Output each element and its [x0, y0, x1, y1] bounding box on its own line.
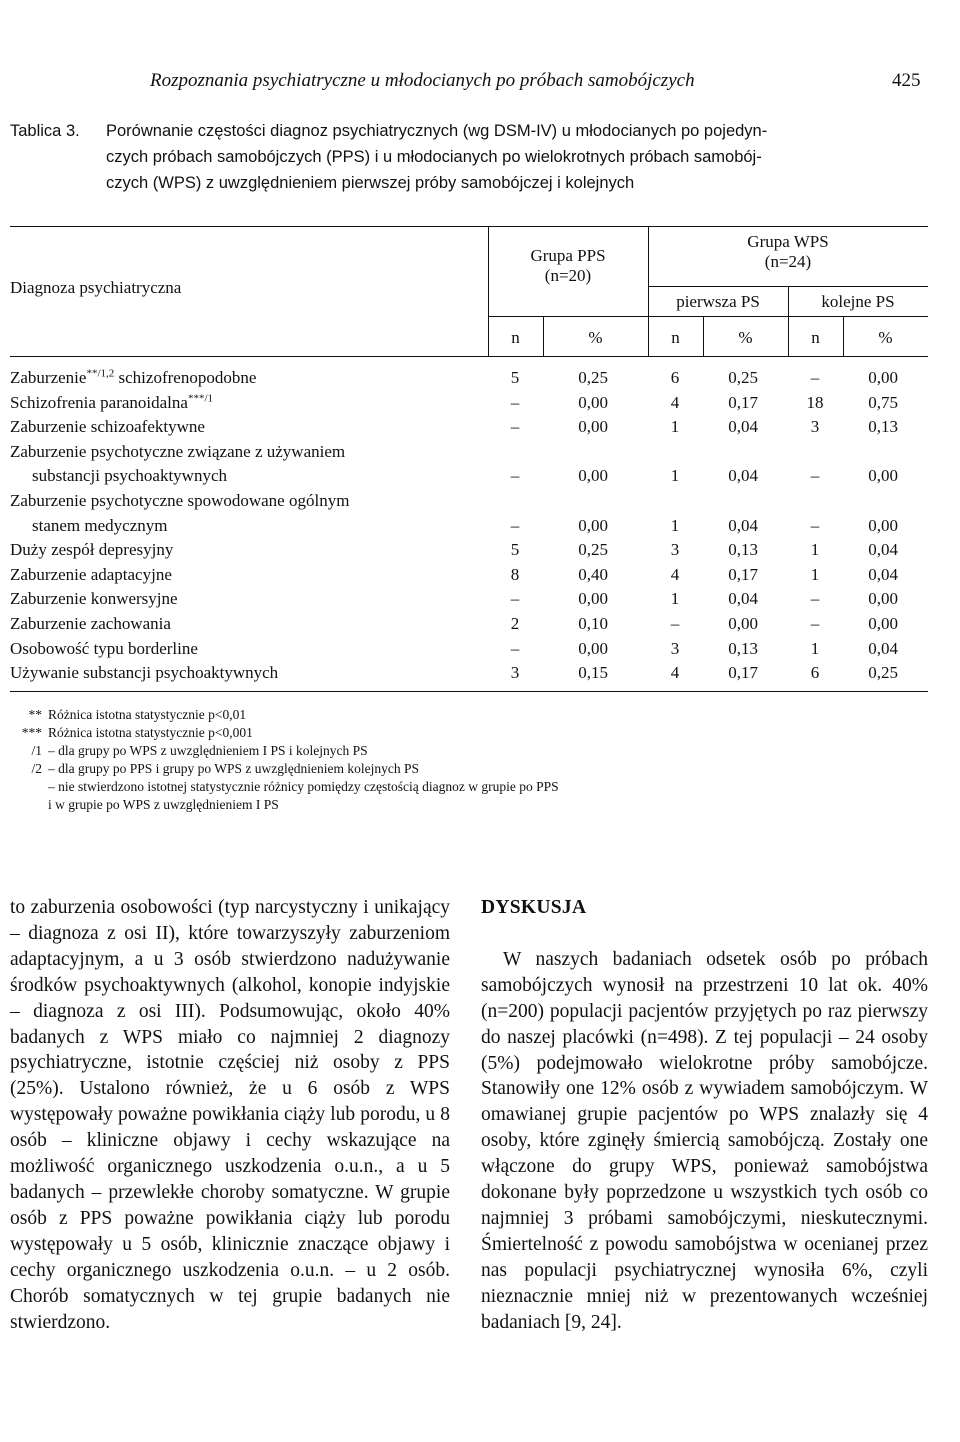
header-pps-group	[488, 246, 648, 286]
footnote-mark: /1	[31, 743, 42, 758]
footnote	[12, 796, 932, 814]
table-row-label	[10, 415, 205, 439]
table-cell: 3	[810, 417, 820, 437]
table-cell: 0,13	[868, 417, 898, 437]
table-bottom-rule	[10, 691, 928, 692]
running-title: Rozpoznania psychiatryczne u młodocianych po próbach samobójczych	[150, 70, 695, 91]
table-label: Tablica 3.	[10, 122, 80, 140]
table-row-label	[10, 637, 198, 661]
table-cell: 0,10	[578, 614, 608, 633]
table-row-label	[10, 612, 171, 636]
table-cell: –	[810, 368, 820, 387]
table-cell: 0,04	[728, 589, 758, 609]
table-cell: 4	[670, 564, 680, 584]
footnote-text: – dla grupy po PPS i grupy po WPS z uwzględnieniem kolejnych PS	[48, 761, 419, 776]
header-mid-rule	[488, 316, 928, 317]
table-cell: 6	[670, 368, 680, 387]
header-pps-n: (n=20)	[544, 266, 592, 285]
row-label-continuation-text: stanem medycznym	[32, 515, 168, 535]
table-cell: 0,00	[868, 466, 898, 486]
header-pps-title: Grupa PPS	[530, 246, 606, 265]
header-pct-next: %	[878, 328, 893, 347]
footnote	[12, 760, 932, 778]
row-label-text-rest: schizofrenopodobne	[114, 368, 257, 387]
table-cell: 3	[510, 663, 520, 683]
table-cell: –	[510, 392, 520, 412]
table-cell: 1	[670, 589, 680, 609]
header-wps-next: kolejne PS	[821, 292, 895, 311]
table-row-label	[10, 661, 278, 685]
table-cell: –	[510, 589, 520, 609]
table-cell: 0,17	[728, 663, 758, 683]
header-diagnosis: Diagnoza psychiatryczna	[10, 278, 182, 297]
caption-line-2: czych próbach samobójczych (PPS) i u młodocianych po wielokrotnych próbach samobój-	[106, 148, 762, 166]
table-caption	[10, 118, 938, 196]
footnote-mark: ***	[21, 725, 42, 740]
table-cell: 0,17	[728, 564, 758, 584]
header-pct-first: %	[738, 328, 753, 347]
row-label-text: Duży zespół depresyjny	[10, 540, 174, 560]
table-cell: 0,00	[578, 515, 608, 535]
table-row-label-continuation	[10, 514, 168, 538]
footnote	[12, 724, 932, 742]
table-cell: 0,04	[868, 638, 898, 658]
table-cell: –	[810, 614, 820, 633]
table-cell: 1	[670, 515, 680, 535]
table-cell: 0,25	[578, 540, 608, 560]
table-cell: 0,15	[578, 663, 608, 683]
footnote-text: i w grupie po WPS z uwzględnieniem I PS	[48, 797, 279, 812]
header-pct-pps: %	[588, 328, 603, 347]
table-cell: 1	[670, 466, 680, 486]
table-cell: 0,25	[578, 368, 608, 387]
table-cell: 0,00	[578, 392, 608, 412]
body-paragraph-left: to zaburzenia osobowości (typ narcystyczny i unikający – diagnoza z osi II), które towarzyszyły zaburzeniom adaptacyjnym, a u 3 osób stwierdzono nadużywanie środków psychoaktywnych (alkohol, konopie indyjskie – diagnoza z osi III). Podsumowując, około 40% badanych z WPS miało co najmniej 2 diagnozy psychiatryczne, istotnie częściej niż osoby z PPS (25%). Ustalono również, że u 6 osób z WPS występowały poważne powikłania ciąży lub porodu, u 8 osób – kliniczne objawy i cechy wskazujące na możliwość organicznego uszkodzenia o.u.n., a u 5 badanych – przewlekłe choroby somatyczne. W grupie osób z PPS poważne powikłania ciąży lub porodu występowały u 5 osób, klinicznie znaczące objawy i cechy organicznego uszkodzenia o.u.n. – u 2 osób. Chorób somatycznych w tej grupie badanych nie stwierdzono.	[10, 897, 450, 1333]
row-label-text: Zaburzenie konwersyjne	[10, 589, 178, 609]
table-cell: 8	[510, 564, 520, 584]
table-row-label	[10, 489, 349, 513]
section-heading: DYSKUSJA	[481, 897, 587, 918]
table-cell: –	[510, 417, 520, 437]
row-label-footnote-mark: **/1,2	[86, 367, 115, 380]
table-cell: –	[810, 466, 820, 486]
table-row-label	[10, 440, 345, 464]
table-row-label	[10, 563, 172, 587]
row-label-text: Zaburzenie schizoafektywne	[10, 417, 205, 437]
row-label-text: Zaburzenie psychotyczne spowodowane ogólnym	[10, 491, 350, 510]
table-row-label	[10, 587, 178, 611]
page-number: 425	[892, 70, 921, 91]
table-cell: –	[810, 515, 820, 535]
table-cell: 0,17	[728, 392, 758, 412]
footnote-text: Różnica istotna statystycznie p<0,001	[48, 725, 253, 740]
row-label-text: Zaburzenie	[10, 368, 87, 387]
table-cell: 1	[670, 417, 680, 437]
diagnosis-table	[10, 226, 928, 692]
table-cell: 5	[510, 540, 520, 560]
table-cell: 4	[670, 392, 680, 412]
body-column-left	[10, 895, 450, 1335]
table-cell: 0,00	[868, 368, 898, 387]
footnote-mark: /2	[31, 761, 42, 776]
table-row-label	[10, 391, 213, 415]
table-cell: –	[670, 614, 680, 633]
table-cell: 18	[806, 392, 824, 412]
header-n-pps: n	[511, 328, 520, 347]
row-label-continuation-text: substancji psychoaktywnych	[32, 466, 227, 486]
header-n-first: n	[671, 328, 680, 347]
footnote-text: – dla grupy po WPS z uwzględnieniem I PS i kolejnych PS	[48, 743, 368, 758]
footnote-text: Różnica istotna statystycznie p<0,01	[48, 707, 247, 722]
table-cell: 0,04	[868, 564, 898, 584]
table-row-label	[10, 366, 256, 390]
table-cell: –	[510, 466, 520, 486]
table-cell: 3	[670, 540, 680, 560]
table-cell: 0,00	[728, 614, 758, 633]
table-cell: 0,04	[868, 540, 898, 560]
row-label-text: Zaburzenie zachowania	[10, 614, 171, 633]
table-cell: –	[510, 515, 520, 535]
table-cell: 4	[670, 663, 680, 683]
footnote	[12, 778, 932, 796]
header-wps-group	[648, 232, 928, 272]
table-cell: –	[510, 638, 520, 658]
footnote-text: – nie stwierdzono istotnej statystycznie różnicy pomiędzy częstością diagnoz w grupie po PPS	[48, 779, 559, 794]
table-cell: 0,25	[728, 368, 758, 387]
table-cell: 5	[510, 368, 520, 387]
row-label-text: Osobowość typu borderline	[10, 638, 198, 658]
table-cell: 0,13	[728, 540, 758, 560]
table-cell: 1	[810, 540, 820, 560]
table-cell: 0,04	[728, 515, 758, 535]
table-cell: 6	[810, 663, 820, 683]
table-cell: 0,40	[578, 564, 608, 584]
row-label-text: Zaburzenie adaptacyjne	[10, 564, 172, 584]
table-cell: 1	[810, 564, 820, 584]
table-cell: 0,04	[728, 417, 758, 437]
table-cell: 0,00	[578, 589, 608, 609]
row-label-text: Zaburzenie psychotyczne związane z używaniem	[10, 441, 346, 461]
table-cell: 3	[670, 638, 680, 658]
table-cell: 0,25	[868, 663, 898, 683]
header-wps-first: pierwsza PS	[676, 292, 760, 311]
table-cell: 0,75	[868, 392, 898, 412]
header-wps-n: (n=24)	[764, 252, 812, 271]
row-label-text: Schizofrenia paranoidalna	[10, 392, 188, 412]
table-cell: 0,00	[578, 466, 608, 486]
table-cell: 0,04	[728, 466, 758, 486]
table-footnotes	[12, 706, 932, 814]
header-wps-title: Grupa WPS	[747, 232, 829, 251]
body-paragraph-right: W naszych badaniach odsetek osób po próbach samobójczych wynosił na przestrzeni 10 lat ok. 40% (n=200) populacji pacjentów przyjętych po raz pierwszy do naszej placówki (n=498). Z tej populacji – 24 osoby (5%) podejmowało wielokrotne próby samobójcze. Stanowiły one 12% osób z wywiadem samobójczym. W omawianej grupie pacjentów po WPS znalazły się 4 osoby, które zginęły śmiercią samobójczą. Zostały one włączone do grupy WPS, ponieważ samobójstwa dokonane były poprzedzone u wszystkich tych osób co najmniej 3 próbami samobójczymi, nieskutecznymi. Śmiertelność z powodu samobójstwa w ocenianej przez nas populacji psychiatrycznej wynosiła 6%, czyli nieznacznie mniej niż w prezentowanych wcześniej badaniach [9, 24].	[481, 948, 928, 1333]
body-column-right	[481, 895, 928, 1336]
table-cell: 0,00	[868, 614, 898, 633]
caption-line-3: czych (WPS) z uwzględnieniem pierwszej próby samobójczej i kolejnych	[106, 174, 635, 192]
table-cell: 0,13	[728, 638, 758, 658]
footnote-mark: **	[28, 707, 42, 722]
header-n-next: n	[811, 328, 820, 347]
caption-line-1: Porównanie częstości diagnoz psychiatrycznych (wg DSM-IV) u młodocianych po pojedyn-	[106, 122, 768, 140]
table-cell: 0,00	[868, 515, 898, 535]
table-cell: 2	[510, 614, 520, 633]
row-label-text: Używanie substancji psychoaktywnych	[10, 663, 279, 683]
table-cell: –	[810, 589, 820, 609]
footnote	[12, 706, 932, 724]
table-cell: 0,00	[868, 589, 898, 609]
table-cell: 0,00	[578, 417, 608, 437]
row-label-footnote-mark: ***/1	[187, 391, 214, 404]
table-top-rule	[10, 226, 928, 227]
table-row-label-continuation	[10, 464, 227, 488]
table-cell: 1	[810, 638, 820, 658]
table-cell: 0,00	[578, 638, 608, 658]
footnote	[12, 742, 932, 760]
header-bottom-rule	[10, 356, 928, 357]
table-row-label	[10, 538, 173, 562]
